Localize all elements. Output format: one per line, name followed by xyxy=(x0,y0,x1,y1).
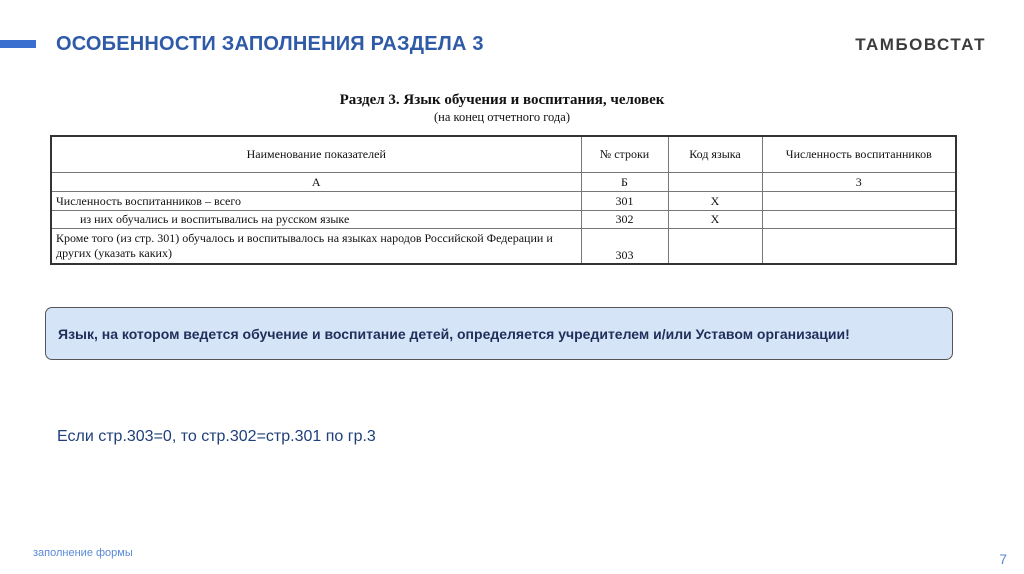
column-code-line: Б xyxy=(581,173,668,192)
page-number: 7 xyxy=(999,551,1007,567)
form-subheading: (на конец отчетного года) xyxy=(433,110,571,124)
table-code-row xyxy=(51,173,956,192)
column-header-count: Численность воспитанников xyxy=(762,136,956,173)
validation-rule-text: Если стр.303=0, то стр.302=стр.301 по гр.3 xyxy=(57,428,376,445)
table-header-row xyxy=(51,136,956,173)
table-row xyxy=(51,210,956,228)
row-count-cell[interactable] xyxy=(762,192,956,210)
form-table-container xyxy=(50,135,955,265)
form-table xyxy=(50,135,957,265)
column-header-lang-code: Код языка xyxy=(668,136,762,173)
row-line-number: 301 xyxy=(581,192,668,210)
row-lang-code: Х xyxy=(668,192,762,210)
row-count-cell[interactable] xyxy=(762,228,956,264)
row-name: из них обучались и воспитывались на русском языке xyxy=(51,210,581,228)
table-row xyxy=(51,228,956,264)
note-text: Язык, на котором ведется обучение и воспитание детей, определяется учредителем и/или Уставом организации! xyxy=(58,325,850,342)
row-count-cell[interactable] xyxy=(762,210,956,228)
row-lang-code-cell[interactable] xyxy=(668,228,762,264)
table-row xyxy=(51,192,956,210)
accent-bar xyxy=(0,40,36,48)
slide-title: ОСОБЕННОСТИ ЗАПОЛНЕНИЯ РАЗДЕЛА 3 xyxy=(56,33,484,55)
footer-label: заполнение формы xyxy=(33,547,133,559)
row-line-number: 303 xyxy=(581,228,668,264)
row-name: Численность воспитанников – всего xyxy=(51,192,581,210)
column-code-lang xyxy=(668,173,762,192)
brand-logo: ТАМБОВСТАТ xyxy=(855,35,986,54)
row-line-number: 302 xyxy=(581,210,668,228)
row-name: Кроме того (из стр. 301) обучалось и воспитывалось на языках народов Российской Федерации и других (указать каких) xyxy=(51,228,581,264)
column-code-count: 3 xyxy=(762,173,956,192)
column-header-name: Наименование показателей xyxy=(51,136,581,173)
form-heading: Раздел 3. Язык обучения и воспитания, человек xyxy=(339,92,665,108)
column-header-line: № строки xyxy=(581,136,668,173)
note-callout xyxy=(45,307,953,360)
row-lang-code: Х xyxy=(668,210,762,228)
column-code-name: А xyxy=(51,173,581,192)
